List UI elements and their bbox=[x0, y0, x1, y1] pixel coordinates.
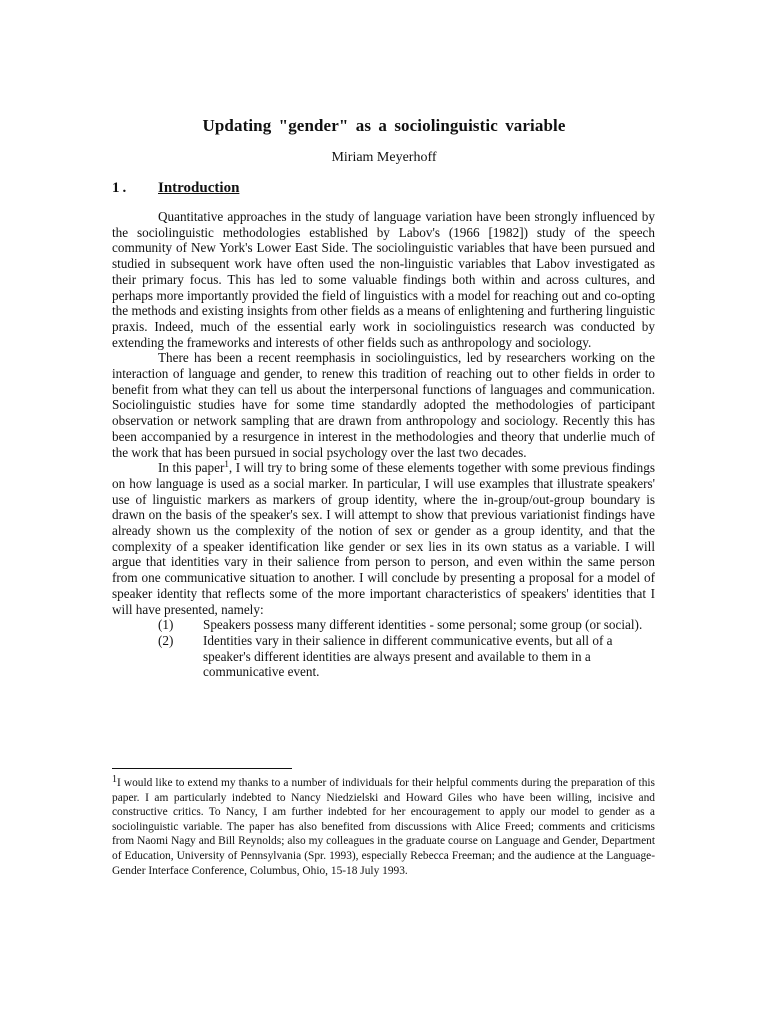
footnote-divider bbox=[112, 768, 292, 769]
paragraph-3-start: In this paper bbox=[158, 460, 225, 476]
footnote-text: I would like to extend my thanks to a number of individuals for their helpful comments during the preparation of this paper. I am particularly indebted to Nancy Niedzielski and Howard Giles who have been willing, incisive and constructive critics. To Nancy, I am further indebted for her encouragement to apply our model to gender as a sociolinguistic variable. The paper has also benefited from discussions with Alice Freed; comments and criticisms from Naomi Nagy and Bill Reynolds; also my colleagues in the graduate course on Language and Gender, Department of Education, University of Pennsylvania (Spr. 1993), especially Rebecca Freeman; and the audience at the Language-Gender Interface Conference, Columbus, Ohio, 15-18 July 1993. bbox=[112, 777, 655, 877]
section-number: 1. bbox=[112, 180, 130, 196]
paragraph-2: There has been a recent reemphasis in sociolinguistics, led by researchers working on the interaction of language and gender, to renew this tradition of reaching out to other fields in order to benefit from what they can tell us about the interpersonal functions of languages and communication. Sociolinguistic studies have for some time standardly adopted the methodologies of participant observation or network sampling that are drawn from anthropology and sociology. Recently this has been accompanied by a resurgence in interest in the methodologies and theory that underlie much of the work that has been pursued in social psychology over the last two decades. bbox=[112, 350, 655, 460]
footnote-mark: 1 bbox=[112, 774, 117, 785]
paper-title: Updating "gender" as a sociolinguistic variable bbox=[202, 116, 566, 135]
list-text: Speakers possess many different identities - some personal; some group (or social). bbox=[203, 617, 643, 633]
footnote-ref[interactable]: 1 bbox=[224, 459, 229, 470]
list-number: (1) bbox=[158, 617, 174, 633]
paper-author: Miriam Meyerhoff bbox=[331, 150, 437, 165]
paragraph-1: Quantitative approaches in the study of language variation have been strongly influenced by the sociolinguistic methodologies established by Labov's (1966 [1982]) study of the speech community of New York's Lower East Side. The sociolinguistic variables that have been pursued and studied in subsequent work have often used the non-linguistic variables that Labov investigated as their primary focus. This has led to some valuable findings both within and across cultures, and perhaps more importantly provided the field of linguistics with a model for reaching out and co-opting the methods and existing insights from other fields as a means of enlightening and furthering linguistic praxis. Indeed, much of the essential early work in sociolinguistics research was conducted by extending the frameworks and interests of other fields such as anthropology and sociology. bbox=[112, 209, 655, 350]
footnote bbox=[112, 776, 655, 878]
section-heading bbox=[112, 180, 239, 197]
list-item bbox=[112, 633, 655, 680]
paragraph-3-rest: , I will try to bring some of these elements together with some previous findings on how language is used as a social marker. In particular, I will use examples that illustrate speakers' use of linguistic markers as markers of group identity, where the in-group/out-group boundary is drawn on the basis of the speaker's sex. I will attempt to show that previous variationist findings have already shown us the complexity of the notion of sex or gender as a group identity, and that the complexity of a speaker identification like gender or sex lies in its own status as a variable. I will argue that identities vary in their salience from person to person, and even within the same person from one communicative situation to another. I will conclude by presenting a proposal for a model of speaker identity that reflects some of the more important characteristics of speakers' identities that I will have presented, namely: bbox=[112, 460, 656, 617]
list-number: (2) bbox=[158, 632, 174, 648]
body-text bbox=[112, 209, 655, 680]
section-title: Introduction bbox=[158, 180, 240, 196]
list-text: Identities vary in their salience in different communicative events, but all of a speaker's different identities are always present and available to them in a communicative event. bbox=[203, 632, 613, 680]
list-item bbox=[112, 617, 655, 633]
paragraph-3 bbox=[112, 460, 655, 617]
